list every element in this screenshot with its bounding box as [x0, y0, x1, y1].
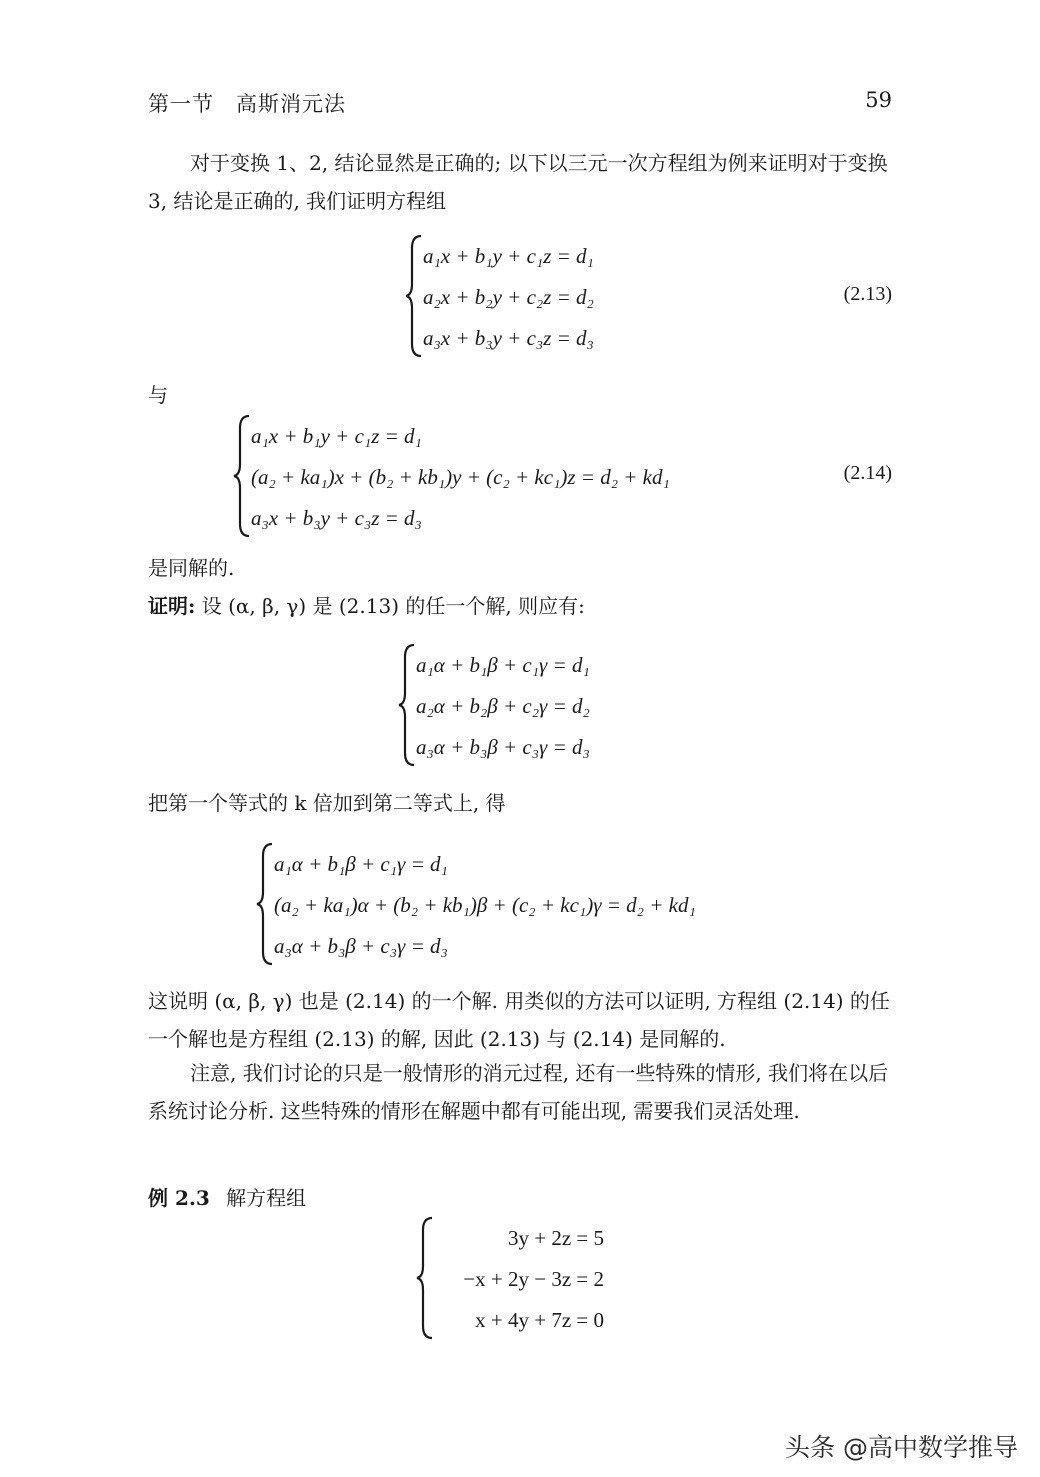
equation-line: a₃α + b₃β + c₃γ = d₃: [416, 735, 590, 759]
proof-text: 设 (α, β, γ) 是 (2.13) 的任一个解, 则应有:: [201, 594, 585, 618]
equation-system-alpha-modified: [256, 842, 796, 966]
equation-number: (2.14): [843, 462, 892, 484]
equation-line: a₁x + b₁y + c₁z = d₁: [423, 244, 594, 268]
section-header: 第一节 高斯消元法: [148, 92, 346, 116]
equation-line: (a₂ + ka₁)x + (b₂ + kb₁)y + (c₂ + kc₁)z = d₂ + kd₁: [251, 465, 670, 489]
note-paragraph: 注意, 我们讨论的只是一般情形的消元过程, 还有一些特殊的情形, 我们将在以后系统讨论分析. 这些特殊的情形在解题中都有可能出现, 需要我们灵活处理.: [148, 1061, 889, 1123]
step-paragraph: 把第一个等式的 k 倍加到第二等式上, 得: [148, 791, 506, 815]
equation-system-2-14: [233, 414, 773, 538]
equation-system-alpha: [398, 643, 638, 767]
explanation-paragraph: 这说明 (α, β, γ) 也是 (2.14) 的一个解. 用类似的方法可以证明, 方程组 (2.14) 的任一个解也是方程组 (2.13) 的解, 因此 (2.13) 与 (2.14) 是同解的.: [148, 989, 890, 1051]
left-brace-icon: [416, 1216, 436, 1340]
equation-line: a₃x + b₃y + c₃z = d₃: [251, 506, 422, 530]
equation-line: a₃α + b₃β + c₃γ = d₃: [274, 934, 448, 958]
example-heading: [148, 1179, 892, 1217]
equation-number: (2.13): [843, 283, 892, 305]
equation-line: a₂α + b₂β + c₂γ = d₂: [416, 694, 590, 718]
example-label: 例 2.3: [148, 1186, 210, 1210]
equation-line: x + 4y + 7z = 0: [475, 1308, 604, 1332]
equation-line: a₁α + b₁β + c₁γ = d₁: [274, 852, 448, 876]
equation-line: (a₂ + ka₁)α + (b₂ + kb₁)β + (c₂ + kc₁)γ = d₂ + kd₁: [274, 893, 696, 917]
proof-paragraph: [148, 587, 892, 625]
equation-line: 3y + 2z = 5: [507, 1226, 604, 1250]
equation-line: a₃x + b₃y + c₃z = d₃: [423, 326, 594, 350]
example-text: 解方程组: [226, 1186, 307, 1210]
watermark: 头条 @高中数学推导: [785, 1433, 1018, 1462]
left-brace-icon: [233, 414, 253, 538]
equation-system-2-13: [405, 234, 635, 358]
left-brace-icon: [398, 643, 418, 767]
left-brace-icon: [256, 842, 276, 966]
intro-paragraph: 对于变换 1、2, 结论显然是正确的; 以下以三元一次方程组为例来证明对于变换 3, 结论是正确的, 我们证明方程组: [148, 151, 888, 213]
page-number: 59: [865, 88, 892, 112]
equation-line: a₂x + b₂y + c₂z = d₂: [423, 285, 594, 309]
equation-line: −x + 2y − 3z = 2: [463, 1267, 604, 1291]
equation-system-example: [416, 1216, 616, 1340]
proof-label: 证明:: [148, 594, 196, 618]
statement-text: 是同解的.: [148, 556, 235, 580]
equation-line: a₁α + b₁β + c₁γ = d₁: [416, 653, 590, 677]
equation-line: a₁x + b₁y + c₁z = d₁: [251, 424, 422, 448]
connector-text: 与: [148, 383, 168, 407]
left-brace-icon: [405, 234, 425, 358]
